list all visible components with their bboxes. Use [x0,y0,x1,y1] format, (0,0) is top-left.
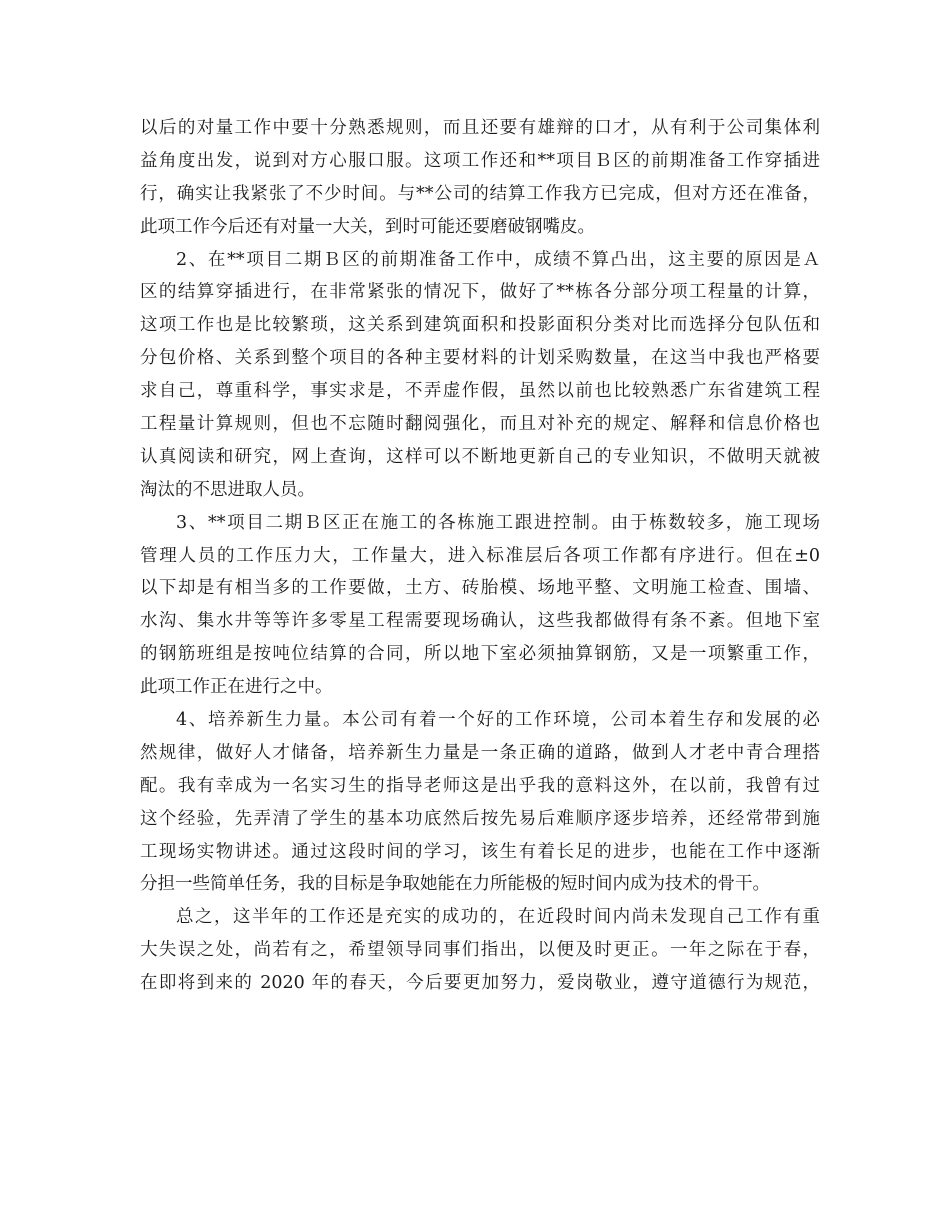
text-line: 分担一些简单任务，我的目标是争取她能在力所能极的短时间内成为技术的骨干。 [140,874,770,895]
text-line: 3、**项目二期Ｂ区正在施工的各栋施工跟进控制。由于栋数较多，施工现场 [176,512,820,533]
text-line: 工程量计算规则，但也不忘随时翻阅强化，而且对补充的规定、解释和信息价格也 [140,414,820,435]
text-line: 的钢筋班组是按吨位结算的合同，所以地下室必须抽算钢筋，又是一项繁重工作， [140,644,820,665]
text-line: 此项工作今后还有对量一大关，到时可能还要磨破钢嘴皮。 [140,216,595,237]
text-line: 工现场实物讲述。通过这段时间的学习，该生有着长足的进步，也能在工作中逐渐 [140,841,820,862]
text-line: 管理人员的工作压力大，工作量大，进入标准层后各项工作都有序进行。但在±0 [140,545,820,566]
text-line: 总之，这半年的工作还是充实的成功的，在近段时间内尚未发现自己工作有重 [176,907,820,928]
text-line: 分包价格、关系到整个项目的各种主要材料的计划采购数量，在这当中我也严格要 [140,348,820,369]
text-line: 4、培养新生力量。本公司有着一个好的工作环境，公司本着生存和发展的必 [176,710,820,731]
text-line: 区的结算穿插进行，在非常紧张的情况下，做好了**栋各分部分项工程量的计算， [140,282,820,303]
text-line: 益角度出发，说到对方心服口服。这项工作还和**项目Ｂ区的前期准备工作穿插进 [140,150,820,171]
text-line: 大失误之处，尚若有之，希望领导同事们指出，以便及时更正。一年之际在于春， [140,940,820,961]
text-line: 以下却是有相当多的工作要做，土方、砖胎模、场地平整、文明施工检查、围墙、 [140,578,820,599]
text-line: 水沟、集水井等等许多零星工程需要现场确认，这些我都做得有条不紊。但地下室 [140,611,820,632]
text-line: 配。我有幸成为一名实习生的指导老师这是出乎我的意料这外，在以前，我曾有过 [140,775,820,796]
text-line: 此项工作正在进行之中。 [140,677,333,698]
text-line: 这项工作也是比较繁琐，这关系到建筑面积和投影面积分类对比而选择分包队伍和 [140,315,820,336]
text-line: 2、在**项目二期Ｂ区的前期准备工作中，成绩不算凸出，这主要的原因是Ａ [176,249,820,270]
text-line: 淘汰的不思进取人员。 [140,479,315,500]
text-line: 认真阅读和研究，网上查询，这样可以不断地更新自己的专业知识，不做明天就被 [140,446,820,467]
document-body [140,112,820,1000]
text-line: 求自己，尊重科学，事实求是，不弄虚作假，虽然以前也比较熟悉广东省建筑工程 [140,381,820,402]
text-line: 在即将到来的 2020 年的春天，今后要更加努力，爱岗敬业，遵守道德行为规范， [140,973,820,994]
text-line: 以后的对量工作中要十分熟悉规则，而且还要有雄辩的口才，从有利于公司集体利 [140,118,820,138]
text-line: 然规律，做好人才储备，培养新生力量是一条正确的道路，做到人才老中青合理搭 [140,742,820,763]
text-line: 行，确实让我紧张了不少时间。与**公司的结算工作我方已完成，但对方还在准备， [140,183,820,204]
text-line: 这个经验，先弄清了学生的基本功底然后按先易后难顺序逐步培养，还经常带到施 [140,808,820,829]
